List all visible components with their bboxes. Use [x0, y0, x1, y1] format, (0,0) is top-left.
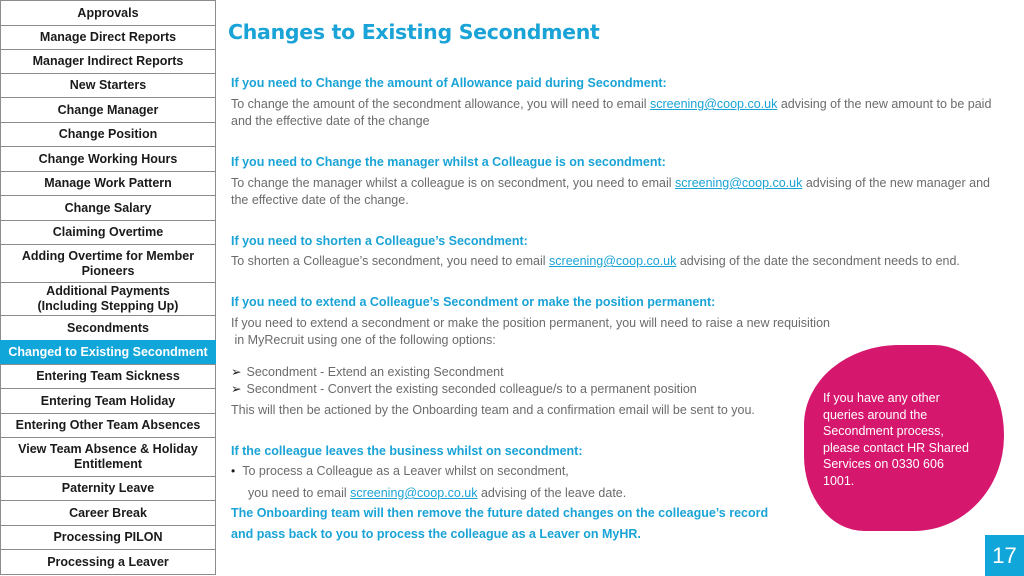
sidebar-item-career-break[interactable] — [0, 500, 216, 525]
shorten-heading: If you need to shorten a Colleague’s Secondment: — [231, 234, 528, 248]
sidebar-item-paternity-leave[interactable] — [0, 476, 216, 500]
sidebar-item-label: Career Break — [69, 505, 147, 520]
leaver-text: you need to email — [248, 486, 351, 500]
arrow-bullet-icon: ➢ — [231, 382, 242, 396]
allowance-paragraph — [231, 96, 1001, 130]
extend-heading: If you need to extend a Colleague’s Secondment or make the position permanent: — [231, 295, 716, 309]
shorten-paragraph — [231, 253, 1001, 270]
leaver-heading: If the colleague leaves the business whilst on secondment: — [231, 444, 583, 458]
sidebar-item-team-sickness[interactable] — [0, 364, 216, 388]
sidebar-item-new-starters[interactable] — [0, 73, 216, 97]
sidebar-item-label: Approvals — [77, 5, 139, 20]
allowance-heading: If you need to Change the amount of Allowance paid during Secondment: — [231, 76, 667, 90]
sidebar-item-manager-indirect-reports[interactable] — [0, 49, 216, 73]
email-link[interactable]: screening@coop.co.uk — [650, 97, 778, 111]
shorten-text-after: advising of the date the secondment needs to end. — [676, 254, 960, 268]
manager-text-after: advising of the new manager and the effective date of the change. — [231, 176, 990, 207]
sidebar-item-label: Claiming Overtime — [52, 225, 164, 239]
sidebar-item-approvals[interactable] — [0, 0, 216, 25]
page-number: 17 — [985, 535, 1024, 576]
sidebar-item-label: Change Position — [58, 127, 158, 141]
email-link[interactable]: screening@coop.co.uk — [675, 176, 803, 190]
sidebar-item-label: Paternity Leave — [61, 481, 155, 495]
sidebar-item-processing-leaver[interactable] — [0, 549, 216, 575]
manager-text: To change the manager whilst a colleague is on secondment, you need to email — [231, 176, 676, 190]
manager-heading: If you need to Change the manager whilst a Colleague is on secondment: — [231, 155, 666, 169]
sidebar-item-label: View Team Absence & Holiday Entitlement — [18, 442, 198, 471]
sidebar-item-change-working-hours[interactable] — [0, 146, 216, 171]
extend-option-1 — [231, 364, 504, 379]
extend-line-1: If you need to extend a secondment or make the position permanent, you will need to raise a new requisition — [231, 316, 830, 330]
shorten-text: To shorten a Colleague’s secondment, you need to email — [231, 254, 550, 268]
sidebar-item-team-holiday[interactable] — [0, 388, 216, 413]
sidebar-item-label: Processing a Leaver — [47, 554, 169, 569]
sidebar-item-label: Entering Team Sickness — [36, 369, 180, 383]
sidebar-item-label: Additional Payments (Including Stepping Up) — [37, 284, 179, 313]
sidebar-nav — [0, 0, 216, 576]
callout-text: If you have any other queries around the Secondment process, please contact HR Shared Services on 0330 606 1001. — [823, 391, 969, 488]
page-title: Changes to Existing Secondment — [228, 20, 600, 44]
sidebar-item-changed-existing-secondment[interactable] — [0, 340, 216, 364]
option-text: Secondment - Extend an existing Secondment — [246, 365, 504, 379]
sidebar-item-other-team-absences[interactable] — [0, 413, 216, 437]
sidebar-item-additional-payments[interactable] — [0, 282, 216, 315]
sidebar-item-claiming-overtime[interactable] — [0, 220, 216, 244]
manager-paragraph — [231, 175, 1001, 209]
leaver-bullet-text: To process a Colleague as a Leaver whilst on secondment, — [242, 464, 569, 478]
sidebar-item-label: Change Working Hours — [38, 151, 178, 166]
sidebar-item-label: Adding Overtime for Member Pioneers — [21, 248, 195, 278]
dot-bullet-icon: • — [231, 464, 236, 478]
leaver-text-after: advising of the leave date. — [477, 486, 627, 500]
leaver-paragraph — [248, 485, 798, 502]
extend-after: This will then be actioned by the Onboarding team and a confirmation email will be sent to you. — [231, 403, 755, 417]
sidebar-item-label: Secondments — [67, 320, 149, 335]
sidebar-item-processing-pilon[interactable] — [0, 525, 216, 549]
sidebar-item-label: Manage Work Pattern — [44, 176, 172, 190]
sidebar-item-label: Change Manager — [57, 102, 159, 117]
leaver-bullet — [231, 464, 569, 478]
sidebar-item-label: Entering Other Team Absences — [15, 418, 201, 432]
option-text: Secondment - Convert the existing seconded colleague/s to a permanent position — [246, 382, 697, 396]
sidebar-item-label: Change Salary — [64, 200, 152, 215]
sidebar-item-manage-direct-reports[interactable] — [0, 25, 216, 49]
sidebar-item-label: Changed to Existing Secondment — [8, 345, 208, 359]
sidebar-item-secondments[interactable] — [0, 315, 216, 340]
allowance-text: To change the amount of the secondment allowance, you will need to email — [231, 97, 651, 111]
sidebar-item-label: Processing PILON — [53, 530, 163, 544]
leaver-closing-note: The Onboarding team will then remove the future dated changes on the colleague’s record and pass back to you to process the colleague as a Leaver on MyHR. — [231, 506, 769, 541]
sidebar-item-label: Manage Direct Reports — [39, 30, 177, 44]
sidebar-item-overtime-member-pioneers[interactable] — [0, 244, 216, 282]
allowance-text-after: advising of the new amount to be paid and the effective date of the change — [231, 97, 992, 128]
sidebar-item-label: New Starters — [69, 78, 147, 92]
email-link[interactable]: screening@coop.co.uk — [350, 486, 478, 500]
email-link[interactable]: screening@coop.co.uk — [549, 254, 677, 268]
sidebar-item-manage-work-pattern[interactable] — [0, 171, 216, 195]
sidebar-item-change-position[interactable] — [0, 122, 216, 146]
sidebar-item-team-absence-holiday-entitlement[interactable] — [0, 437, 216, 476]
extend-option-2 — [231, 381, 697, 396]
sidebar-item-change-salary[interactable] — [0, 195, 216, 220]
arrow-bullet-icon: ➢ — [231, 365, 242, 379]
sidebar-item-label: Entering Team Holiday — [40, 393, 176, 408]
extend-line-2: in MyRecruit using one of the following options: — [231, 333, 496, 347]
sidebar-item-change-manager[interactable] — [0, 97, 216, 122]
sidebar-item-label: Manager Indirect Reports — [32, 54, 184, 68]
